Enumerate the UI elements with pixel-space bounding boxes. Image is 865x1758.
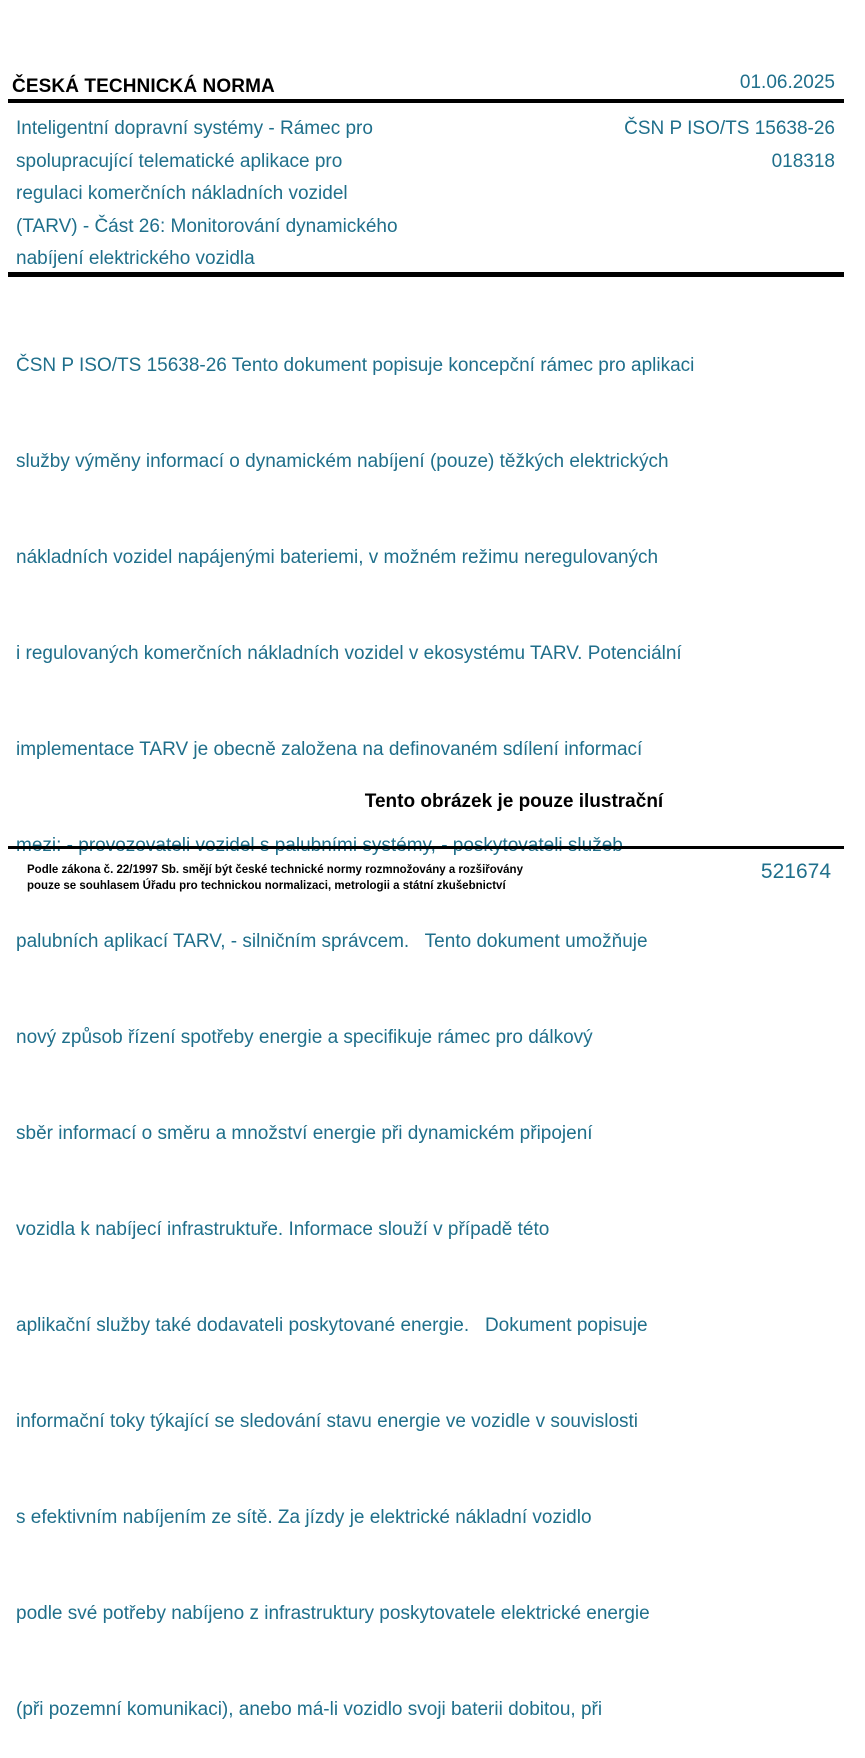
abstract-line: ČSN P ISO/TS 15638-26 Tento dokument popisuje koncepční rámec pro aplikaci: [16, 355, 695, 376]
abstract-line: nový způsob řízení spotřeby energie a specifikuje rámec pro dálkový: [16, 1027, 593, 1048]
abstract-line: nákladních vozidel napájenými bateriemi, v možném režimu neregulovaných: [16, 547, 659, 568]
abstract-line: palubních aplikací TARV, - silničním správcem. Tento dokument umožňuje: [16, 931, 648, 952]
abstract-line: s efektivním nabíjením ze sítě. Za jízdy je elektrické nákladní vozidlo: [16, 1507, 592, 1528]
standard-type-heading: ČESKÁ TECHNICKÁ NORMA: [12, 76, 275, 97]
standard-designation: ČSN P ISO/TS 15638-26: [624, 118, 835, 139]
illustration-note: Tento obrázek je pouze ilustrační: [364, 791, 664, 812]
abstract-line: podle své potřeby nabíjeno z infrastruktury poskytovatele elektrické energie: [16, 1603, 650, 1624]
publication-date: 01.06.2025: [739, 72, 835, 93]
title-line: regulaci komerčních nákladních vozidel: [16, 183, 348, 204]
catalog-code: 018318: [771, 150, 835, 172]
abstract-line: i regulovaných komerčních nákladních vozidel v ekosystému TARV. Potenciální: [16, 643, 682, 664]
abstract-text: [16, 286, 816, 1758]
abstract-line: (při pozemní komunikaci), anebo má-li vozidlo svoji baterii dobitou, při: [16, 1699, 603, 1720]
footer-rule: [8, 846, 844, 849]
header-rule: [8, 99, 844, 103]
abstract-line: informační toky týkající se sledování stavu energie ve vozidle v souvislosti: [16, 1411, 639, 1432]
abstract-line: vozidla k nabíjecí infrastruktuře. Informace slouží v případě této: [16, 1219, 550, 1240]
abstract-line: služby výměny informací o dynamickém nabíjení (pouze) těžkých elektrických: [16, 451, 669, 472]
title-line: spolupracující telematické aplikace pro: [16, 150, 343, 172]
abstract-line: sběr informací o směru a množství energie při dynamickém připojení: [16, 1123, 593, 1144]
title-line: (TARV) - Část 26: Monitorování dynamického: [16, 215, 398, 237]
legal-line: pouze se souhlasem Úřadu pro technickou normalizaci, metrologii a státní zkušebnictví: [27, 880, 506, 892]
document-title: [16, 113, 476, 276]
catalog-number: 521674: [760, 860, 831, 883]
title-line: nabíjení elektrického vozidla: [16, 248, 255, 269]
legal-notice: [27, 862, 523, 894]
abstract-line: implementace TARV je obecně založena na definovaném sdílení informací: [16, 739, 643, 760]
title-rule: [8, 272, 844, 277]
document-identifiers: [624, 113, 835, 178]
title-line: Inteligentní dopravní systémy - Rámec pro: [16, 118, 373, 139]
abstract-line: aplikační služby také dodavateli poskytované energie. Dokument popisuje: [16, 1315, 648, 1336]
legal-line: Podle zákona č. 22/1997 Sb. smějí být české technické normy rozmnožovány a rozšiřovány: [27, 864, 523, 876]
